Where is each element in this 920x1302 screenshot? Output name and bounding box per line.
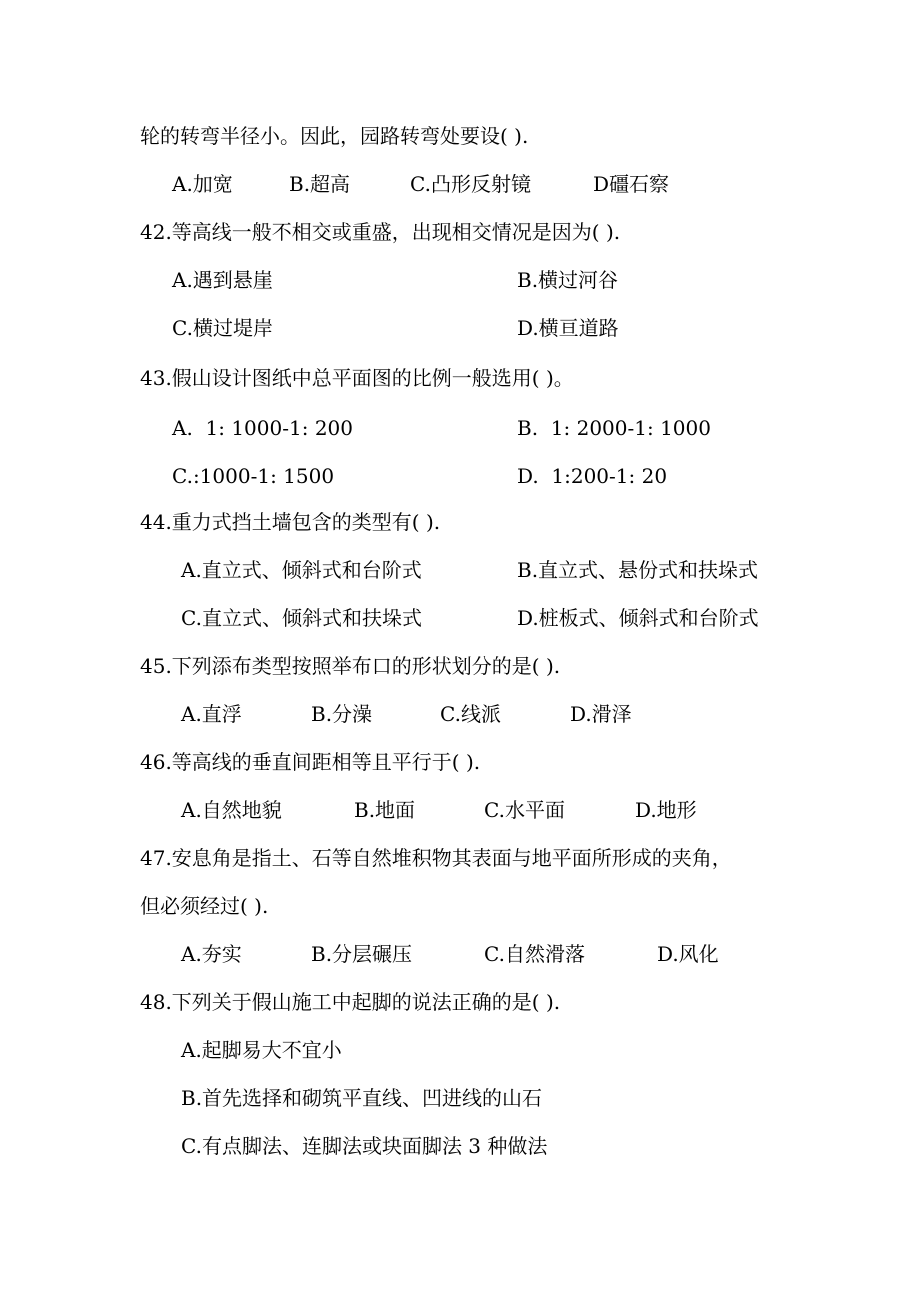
q45-option-c: C.线派	[440, 702, 501, 726]
q46-option-d: D.地形	[635, 798, 697, 822]
q47-stem-line1: 47.安息角是指土、石等自然堆积物其表面与地平面所形成的夹角，	[140, 846, 732, 870]
q47-option-c: C.自然滑落	[484, 942, 585, 966]
q43-stem: 43.假山设计图纸中总平面图的比例一般选用( )。	[140, 366, 574, 390]
q46-option-c: C.水平面	[484, 798, 565, 822]
q42-option-d: D.横亘道路	[517, 316, 619, 340]
q46-stem: 46.等高线的垂直间距相等且平行于( ).	[140, 750, 481, 774]
q42-option-a: A.遇到悬崖	[172, 268, 273, 292]
q41-option-c: C.凸形反射镜	[410, 172, 531, 196]
q47-option-a: A.夯实	[181, 942, 242, 966]
q45-option-b: B.分澡	[311, 702, 373, 726]
q46-option-a: A.自然地貌	[181, 798, 282, 822]
q41-option-a: A.加宽	[172, 172, 233, 196]
q44-option-a: A.直立式、倾斜式和台阶式	[181, 558, 422, 582]
q42-option-c: C.横过堤岸	[172, 316, 273, 340]
q41-stem-tail: 轮的转弯半径小。因此，园路转弯处要设( ).	[140, 124, 529, 148]
q47-option-d: D.风化	[657, 942, 719, 966]
q46-option-b: B.地面	[354, 798, 416, 822]
q42-stem: 42.等高线一般不相交或重盛，出现相交情况是因为( ).	[140, 220, 621, 244]
q47-option-b: B.分层碾压	[311, 942, 413, 966]
q41-option-d: D礓石察	[593, 172, 670, 196]
q44-option-c: C.直立式、倾斜式和扶垛式	[181, 606, 422, 630]
q43-option-b: B. 1: 2000-1: 1000	[517, 416, 711, 440]
q43-option-d: D. 1:200-1: 20	[517, 464, 668, 488]
q44-option-d: D.桩板式、倾斜式和台阶式	[517, 606, 759, 630]
q41-option-b: B.超高	[289, 172, 351, 196]
q45-option-d: D.滑泽	[570, 702, 632, 726]
q43-option-c: C.:1000-1: 1500	[172, 464, 335, 488]
q44-stem: 44.重力式挡土墙包含的类型有( ).	[140, 510, 441, 534]
q48-stem: 48.下列关于假山施工中起脚的说法正确的是( ).	[140, 990, 561, 1014]
q48-option-b: B.首先选择和砌筑平直线、凹进线的山石	[181, 1086, 543, 1110]
q48-option-a: A.起脚易大不宜小	[181, 1038, 342, 1062]
q44-option-b: B.直立式、悬份式和扶垛式	[517, 558, 759, 582]
q47-stem-line2: 但必须经过( ).	[140, 894, 269, 918]
q45-stem: 45.下列添布类型按照举布口的形状划分的是( ).	[140, 654, 561, 678]
q45-option-a: A.直浮	[181, 702, 242, 726]
q43-option-a: A. 1: 1000-1: 200	[172, 416, 353, 440]
q48-option-c: C.有点脚法、连脚法或块面脚法 3 种做法	[181, 1134, 548, 1158]
q42-option-b: B.横过河谷	[517, 268, 619, 292]
